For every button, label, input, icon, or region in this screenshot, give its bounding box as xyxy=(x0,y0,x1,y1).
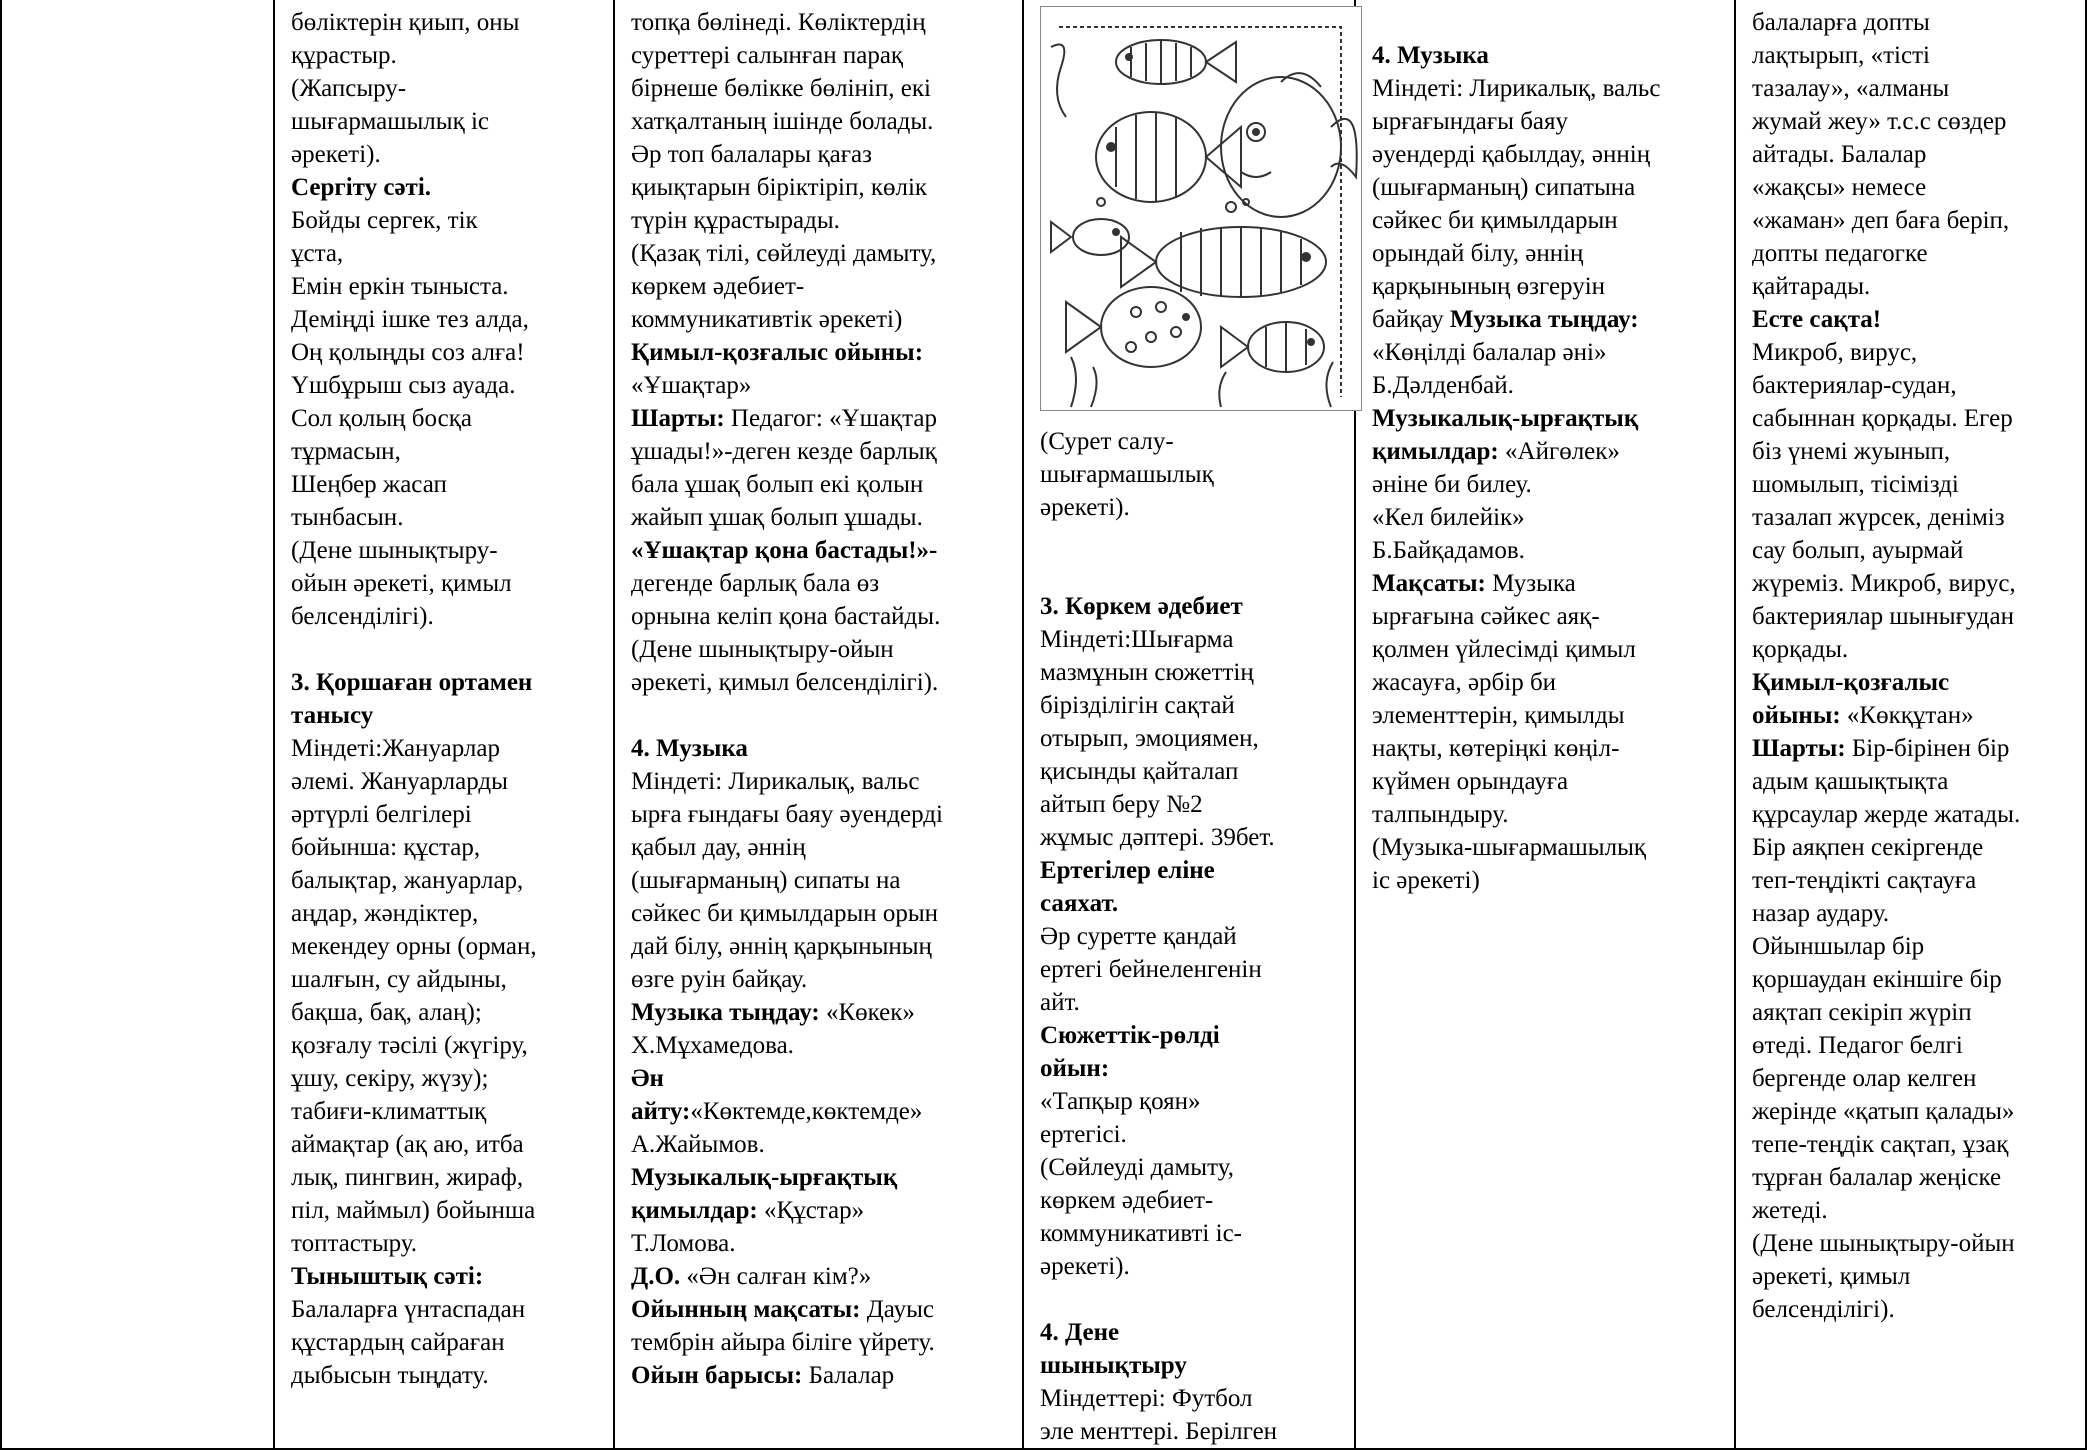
table-cell-col3 xyxy=(614,0,1023,1449)
bold-line: 3. Қоршаған ортамен xyxy=(291,669,533,696)
text-line: А.Жайымов. xyxy=(631,1131,765,1158)
bold-line: Қимыл-қозғалыс ойыны: xyxy=(631,339,924,366)
text-line: жетеді. xyxy=(1752,1197,1828,1224)
blank-line xyxy=(1040,1283,1346,1316)
text-line: күймен орындауға xyxy=(1372,768,1569,795)
text-line: нақты, көтеріңкі көңіл- xyxy=(1372,735,1620,762)
bold-label: айту: xyxy=(631,1098,691,1125)
table-cell-col6 xyxy=(1735,0,2086,1449)
text-line: Міндеті:Шығарма xyxy=(1040,626,1234,653)
text-line: тазалап жүрсек, деніміз xyxy=(1752,504,2005,531)
text-line: бактериялар шынығудан xyxy=(1752,603,2014,630)
text-line: біз үнемі жуынып, xyxy=(1752,438,1951,465)
text-line: қорқады. xyxy=(1752,636,1849,663)
text-line: тазалау», «алманы xyxy=(1752,75,1950,102)
cell-text-col4 xyxy=(1040,425,1346,1448)
text-line: дегенде барлық бала өз xyxy=(631,570,880,597)
bold-line: Қимыл-қозғалыс xyxy=(1752,669,1950,696)
bold-line: 3. Көркем әдебиет xyxy=(1040,593,1243,620)
table-cell-empty xyxy=(1,0,274,1449)
text-line: қозғалу тәсілі (жүгіру, xyxy=(291,1032,528,1059)
text-line: қайтарады. xyxy=(1752,273,1871,300)
blank-line xyxy=(291,633,605,666)
text-line xyxy=(631,1260,1014,1293)
text-line xyxy=(631,402,1014,435)
bold-label: Мақсаты: xyxy=(1372,570,1486,597)
text-line: ұста, xyxy=(291,240,344,267)
bold-line: «Ұшақтар қона бастады!»- xyxy=(631,537,938,564)
bold-line: Ән xyxy=(631,1065,664,1092)
text-line: адым қашықтықта xyxy=(1752,768,1949,795)
text-line xyxy=(1372,435,1726,468)
bold-line: Сюжеттік-рөлді xyxy=(1040,1022,1220,1049)
text-line: бойынша: құстар, xyxy=(291,834,481,861)
bold-label: Музыка тыңдау: xyxy=(631,999,820,1026)
table-cell-col5 xyxy=(1355,0,1735,1449)
fish-coloring-picture-icon xyxy=(1041,7,1363,412)
text-line: құстардың сайраған xyxy=(291,1329,505,1356)
bold-line: танысу xyxy=(291,702,374,729)
text-line: Ойыншылар бір xyxy=(1752,933,1925,960)
text-line: әлемі. Жануарларды xyxy=(291,768,508,795)
text-line: шомылып, тісімізді xyxy=(1752,471,1959,498)
text-line: аңдар, жәндіктер, xyxy=(291,900,479,927)
text-line: Деміңді ішке тез алда, xyxy=(291,306,529,333)
text-line: айтады. Балалар xyxy=(1752,141,1927,168)
text-line: көркем әдебиет- xyxy=(1040,1187,1214,1214)
text-line: әрекеті, қимыл белсенділігі). xyxy=(631,669,939,696)
text-line: ырға ғындағы баяу әуендерді xyxy=(631,801,943,828)
line-text: «Ән салған кім?» xyxy=(680,1263,872,1290)
text-line: айт. xyxy=(1040,989,1080,1016)
text-line: белсенділігі). xyxy=(1752,1296,1895,1323)
text-line: (Дене шынықтыру- xyxy=(291,537,498,564)
text-line: түрін құрастырады. xyxy=(631,207,840,234)
text-line: Х.Мұхамедова. xyxy=(631,1032,794,1059)
text-line: сау болып, ауырмай xyxy=(1752,537,1964,564)
text-line: әрекеті). xyxy=(1040,494,1130,521)
text-line: бактериялар-судан, xyxy=(1752,372,1957,399)
text-line: эле менттері. Берілген xyxy=(1040,1418,1278,1445)
text-line: құрсаулар жерде жатады. xyxy=(1752,801,2021,828)
text-line: балаларға допты xyxy=(1752,9,1930,36)
text-line: Шеңбер жасап xyxy=(291,471,447,498)
text-line: іс әрекеті) xyxy=(1372,867,1480,894)
text-line: Бір аяқпен секіргенде xyxy=(1752,834,1984,861)
line-text: байқау xyxy=(1372,306,1450,333)
cell-text-col6 xyxy=(1752,6,2077,1326)
text-line: әрекеті). xyxy=(1040,1253,1130,1280)
text-line: әрекеті). xyxy=(291,141,381,168)
bold-line: шынықтыру xyxy=(1040,1352,1187,1379)
text-line: Б.Дәлденбай. xyxy=(1372,372,1514,399)
text-line: ұшу, секіру, жүзу); xyxy=(291,1065,489,1092)
text-line: әніне би билеу. xyxy=(1372,471,1532,498)
text-line: белсенділігі). xyxy=(291,603,434,630)
text-line xyxy=(1372,567,1726,600)
bold-line: 4. Музыка xyxy=(1372,42,1489,69)
text-line: айтып беру №2 xyxy=(1040,791,1203,818)
text-line xyxy=(631,996,1014,1029)
blank-line xyxy=(1040,557,1346,590)
text-line: коммуникативті іс- xyxy=(1040,1220,1242,1247)
text-line: бергенде олар келген xyxy=(1752,1065,1977,1092)
text-line: орындай білу, әннің xyxy=(1372,240,1584,267)
text-line: Т.Ломова. xyxy=(631,1230,736,1257)
text-line: тұрған балалар жеңіске xyxy=(1752,1164,2002,1191)
text-line: бөліктерін қиып, оны xyxy=(291,9,520,36)
text-line: дай білу, әннің қарқынының xyxy=(631,933,932,960)
text-line: дыбысын тыңдату. xyxy=(291,1362,489,1389)
text-line: лық, пингвин, жираф, xyxy=(291,1164,524,1191)
text-line: ырғағына сәйкес аяқ- xyxy=(1372,603,1600,630)
text-line: талпындыру. xyxy=(1372,801,1509,828)
bold-line: Сергіту сәті. xyxy=(291,174,432,201)
text-line: аяқтап секіріп жүріп xyxy=(1752,999,1972,1026)
text-line: (Дене шынықтыру-ойын xyxy=(631,636,894,663)
text-line: Міндеттері: Футбол xyxy=(1040,1385,1253,1412)
bold-label: Ойын барысы: xyxy=(631,1362,803,1389)
text-line: суреттері салынған парақ xyxy=(631,42,904,69)
blank-line xyxy=(1372,6,1726,39)
text-line: тембрін айыра білігe үйрету. xyxy=(631,1329,935,1356)
text-line: Бойды сергек, тік xyxy=(291,207,478,234)
text-line: теп-теңдікті сақтауға xyxy=(1752,867,1977,894)
text-line: шығармашылық xyxy=(1040,461,1214,488)
line-text: Балалар xyxy=(802,1362,895,1389)
text-line: жерінде «қатып қалады» xyxy=(1752,1098,2015,1125)
bold-label: қимылдар: xyxy=(631,1197,758,1224)
text-line: өтеді. Педагог белгі xyxy=(1752,1032,1963,1059)
text-line: қоршаудан екіншіге бір xyxy=(1752,966,2002,993)
text-line: сәйкес би қимылдарын орын xyxy=(631,900,939,927)
text-line: «жақсы» немесе xyxy=(1752,174,1927,201)
text-line: элементтерін, қимылды xyxy=(1372,702,1625,729)
text-line: тынбасын. xyxy=(291,504,404,531)
text-line: (Дене шынықтыру-ойын xyxy=(1752,1230,2015,1257)
bold-line: 4. Дене xyxy=(1040,1319,1120,1346)
text-line: қарқынының өзгеруін xyxy=(1372,273,1606,300)
text-line xyxy=(631,1194,1014,1227)
text-line: қабыл дау, әннің xyxy=(631,834,806,861)
text-line: топтастыру. xyxy=(291,1230,418,1257)
line-text: «Көкек» xyxy=(819,999,915,1026)
line-text: Музыка xyxy=(1485,570,1576,597)
bold-label: Шарты: xyxy=(631,405,725,432)
text-line: допты педагогке xyxy=(1752,240,1928,267)
text-line: қолмен үйлесімді қимыл xyxy=(1372,636,1636,663)
text-line: орнына келіп қона бастайды. xyxy=(631,603,941,630)
text-line: Б.Байқадамов. xyxy=(1372,537,1525,564)
bold-line: 4. Музыка xyxy=(631,735,748,762)
line-text: «Көкқұтан» xyxy=(1840,702,1974,729)
text-line: коммуникативтік әрекеті) xyxy=(631,306,903,333)
text-line: (шығарманың) сипаты на xyxy=(631,867,901,894)
text-line: «Тапқыр қоян» xyxy=(1040,1088,1201,1115)
text-line: «жаман» деп баға беріп, xyxy=(1752,207,2010,234)
text-line: Микроб, вирус, xyxy=(1752,339,1918,366)
text-line xyxy=(1372,303,1726,336)
text-line: мекендеу орны (орман, xyxy=(291,933,537,960)
text-line: бірізділігін сақтай xyxy=(1040,692,1235,719)
text-line: табиғи-климаттық xyxy=(291,1098,487,1125)
text-line: Балаларға үнтаспадан xyxy=(291,1296,526,1323)
line-text: «Айгөлек» xyxy=(1498,438,1620,465)
text-line: Әр суретте қандай xyxy=(1040,923,1237,950)
text-line: Емін еркін тыныста. xyxy=(291,273,509,300)
text-line: жумай жеу» т.с.с сөздер xyxy=(1752,108,2007,135)
bold-label: ойыны: xyxy=(1752,702,1841,729)
bold-label: Ойынның мақсаты: xyxy=(631,1296,861,1323)
text-line: бала ұшақ болып екі қолын xyxy=(631,471,924,498)
text-line: отырып, эмоциямен, xyxy=(1040,725,1259,752)
text-line: ертегі бейнеленгенін xyxy=(1040,956,1262,983)
text-line: «Көңілді балалар әні» xyxy=(1372,339,1607,366)
text-line xyxy=(631,1359,1014,1392)
bold-line: Музыкалық-ырғақтық xyxy=(1372,405,1639,432)
text-line: Міндеті: Лирикалық, вальс xyxy=(631,768,920,795)
text-line: Міндеті:Жануарлар xyxy=(291,735,500,762)
text-line xyxy=(1752,699,2077,732)
text-line: құрастыр. xyxy=(291,42,397,69)
line-text: Дауыс xyxy=(860,1296,935,1323)
bold-label: Шарты: xyxy=(1752,735,1846,762)
text-line: (Сурет салу- xyxy=(1040,428,1174,455)
text-line: тұрмасын, xyxy=(291,438,401,465)
bold-label: Музыка тыңдау: xyxy=(1449,306,1639,333)
text-line: Әр топ балалары қағаз xyxy=(631,141,872,168)
text-line: «Кел билейік» xyxy=(1372,504,1525,531)
text-line: ертегісі. xyxy=(1040,1121,1127,1148)
text-line xyxy=(631,1293,1014,1326)
text-line: жүреміз. Микроб, вирус, xyxy=(1752,570,2016,597)
table-cell-col4 xyxy=(1023,0,1355,1449)
text-line: ойын әрекеті, қимыл xyxy=(291,570,512,597)
text-line: (шығарманың) сипатына xyxy=(1372,174,1636,201)
text-line: (Қазақ тілі, сөйлеуді дамыту, xyxy=(631,240,937,267)
fish-coloring-picture xyxy=(1040,6,1362,411)
bold-line: Есте сақта! xyxy=(1752,306,1882,333)
blank-line xyxy=(631,699,1014,732)
text-line: Үшбұрыш сыз ауада. xyxy=(291,372,516,399)
text-line: (Сөйлеуді дамыту, xyxy=(1040,1154,1234,1181)
text-line: ырғағындағы баяу xyxy=(1372,108,1569,135)
text-line: назар аудару. xyxy=(1752,900,1890,927)
blank-line xyxy=(1040,524,1346,557)
text-line: піл, маймыл) бойынша xyxy=(291,1197,536,1224)
text-line: лақтырып, «тісті xyxy=(1752,42,1930,69)
bold-line: Тыныштық сәті: xyxy=(291,1263,484,1290)
cell-text-col2 xyxy=(291,6,605,1392)
text-line: әртүрлі белгілері xyxy=(291,801,472,828)
text-line: ұшады!»-деген кезде барлық xyxy=(631,438,937,465)
text-line: қисынды қайталап xyxy=(1040,758,1239,785)
text-line: бақша, бақ, алаң); xyxy=(291,999,482,1026)
line-text: Бір-бірінен бір xyxy=(1845,735,2010,762)
text-line: Сол қолың босқа xyxy=(291,405,472,432)
cell-text-col5 xyxy=(1372,6,1726,897)
text-line: жасауға, әрбір би xyxy=(1372,669,1557,696)
bold-label: Д.О. xyxy=(631,1263,681,1290)
text-line: сабыннан қорқады. Егер xyxy=(1752,405,2013,432)
text-line xyxy=(1752,732,2077,765)
bold-line: ойын: xyxy=(1040,1055,1110,1082)
text-line: өзге руін байқау. xyxy=(631,966,808,993)
text-line: шалғын, су айдыны, xyxy=(291,966,507,993)
text-line: көркем әдебиет- xyxy=(631,273,805,300)
text-line: тепе-теңдік сақтап, ұзақ xyxy=(1752,1131,2009,1158)
text-line: шығармашылық іс xyxy=(291,108,490,135)
text-line: (Жапсыру- xyxy=(291,75,407,102)
text-line: (Музыка-шығармашылық xyxy=(1372,834,1647,861)
text-line: «Ұшақтар» xyxy=(631,372,752,399)
text-line: қиықтарын біріктіріп, көлік xyxy=(631,174,928,201)
text-line: әуендерді қабылдау, әннің xyxy=(1372,141,1651,168)
text-line: сәйкес би қимылдарын xyxy=(1372,207,1618,234)
text-line: Оң қолыңды соз алға! xyxy=(291,339,525,366)
bold-line: Музыкалық-ырғақтық xyxy=(631,1164,898,1191)
line-text: Педагог: «Ұшақтар xyxy=(724,405,937,432)
table-cell-col2 xyxy=(274,0,614,1449)
text-line: Міндеті: Лирикалық, вальс xyxy=(1372,75,1661,102)
text-line: балықтар, жануарлар, xyxy=(291,867,524,894)
text-line: жайып ұшақ болып ұшады. xyxy=(631,504,923,531)
bold-line: саяхат. xyxy=(1040,890,1119,917)
text-line: бірнеше бөлікке бөлініп, екі xyxy=(631,75,931,102)
text-line: әрекеті, қимыл xyxy=(1752,1263,1911,1290)
line-text: «Көктемде,көктемде» xyxy=(690,1098,923,1125)
bold-line: Ертегілер еліне xyxy=(1040,857,1215,884)
line-text: «Құстар» xyxy=(757,1197,865,1224)
text-line: топқа бөлінеді. Көліктердің xyxy=(631,9,926,36)
text-line: аймақтар (ақ аю, итба xyxy=(291,1131,524,1158)
cell-text-col3 xyxy=(631,6,1014,1392)
text-line: хатқалтаның ішінде болады. xyxy=(631,108,934,135)
bold-label: қимылдар: xyxy=(1372,438,1499,465)
text-line: мазмұнын сюжеттің xyxy=(1040,659,1254,686)
text-line: жұмыс дәптері. 39бет. xyxy=(1040,824,1275,851)
text-line xyxy=(631,1095,1014,1128)
